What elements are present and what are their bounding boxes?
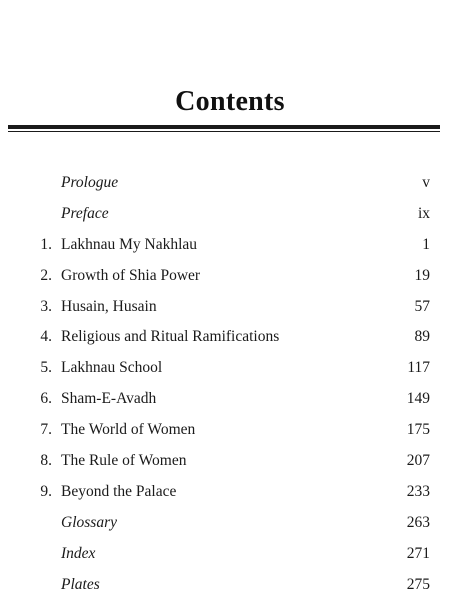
entry-page-number: 117 bbox=[407, 359, 430, 377]
entry-title: Lakhnau My Nakhlau bbox=[61, 235, 198, 253]
entry-number: 7. bbox=[40, 421, 52, 439]
toc-entry-chapter-4[interactable] bbox=[0, 322, 460, 353]
entry-number: 9. bbox=[40, 482, 52, 500]
entry-page-number: 207 bbox=[406, 452, 430, 470]
toc-entry-preface[interactable] bbox=[0, 199, 460, 230]
entry-title: Index bbox=[61, 544, 96, 562]
toc-entry-index[interactable] bbox=[0, 539, 460, 570]
toc-entry-glossary[interactable] bbox=[0, 508, 460, 539]
entry-number: 8. bbox=[40, 452, 52, 470]
title-rule-thick bbox=[8, 125, 440, 129]
entry-title: Lakhnau School bbox=[61, 359, 163, 377]
toc-entry-chapter-1[interactable] bbox=[0, 230, 460, 261]
toc-entry-plates[interactable] bbox=[0, 570, 460, 601]
entry-title: Husain, Husain bbox=[61, 297, 157, 315]
entry-page-number: 149 bbox=[406, 390, 430, 408]
page-title: Contents bbox=[175, 86, 285, 117]
toc-entry-prologue[interactable] bbox=[0, 168, 460, 199]
toc-entry-chapter-5[interactable] bbox=[0, 353, 460, 384]
entry-title: Sham-E-Avadh bbox=[61, 390, 157, 408]
entry-title: Religious and Ritual Ramifications bbox=[61, 328, 280, 346]
entry-number: 6. bbox=[40, 390, 52, 408]
entry-page-number: 1 bbox=[422, 235, 430, 253]
table-of-contents bbox=[0, 168, 460, 600]
entry-title: Plates bbox=[61, 575, 100, 593]
entry-number: 4. bbox=[40, 328, 52, 346]
entry-page-number: ix bbox=[417, 204, 430, 222]
entry-number: 3. bbox=[40, 297, 52, 315]
title-rule-thin bbox=[8, 131, 440, 132]
entry-page-number: 19 bbox=[414, 266, 430, 284]
entry-title: Prologue bbox=[61, 174, 119, 191]
toc-entry-chapter-3[interactable] bbox=[0, 292, 460, 323]
entry-title: Glossary bbox=[61, 513, 117, 531]
entry-title: Beyond the Palace bbox=[61, 482, 177, 500]
entry-title: Growth of Shia Power bbox=[61, 266, 201, 284]
toc-entry-chapter-9[interactable] bbox=[0, 477, 460, 508]
entry-page-number: 89 bbox=[414, 328, 430, 346]
entry-page-number: v bbox=[422, 174, 430, 191]
entry-number: 1. bbox=[40, 235, 52, 253]
entry-page-number: 271 bbox=[406, 544, 430, 562]
toc-entry-chapter-7[interactable] bbox=[0, 415, 460, 446]
entry-title: The Rule of Women bbox=[61, 452, 187, 470]
entry-title: The World of Women bbox=[61, 421, 196, 439]
entry-number: 2. bbox=[40, 266, 52, 284]
toc-entry-chapter-2[interactable] bbox=[0, 261, 460, 292]
entry-number: 5. bbox=[40, 359, 52, 377]
entry-title: Preface bbox=[61, 204, 109, 222]
toc-entry-chapter-6[interactable] bbox=[0, 384, 460, 415]
entry-page-number: 57 bbox=[414, 297, 430, 315]
entry-page-number: 175 bbox=[406, 421, 430, 439]
entry-page-number: 275 bbox=[406, 575, 430, 593]
toc-entry-chapter-8[interactable] bbox=[0, 446, 460, 477]
entry-page-number: 263 bbox=[406, 513, 430, 531]
entry-page-number: 233 bbox=[406, 482, 430, 500]
